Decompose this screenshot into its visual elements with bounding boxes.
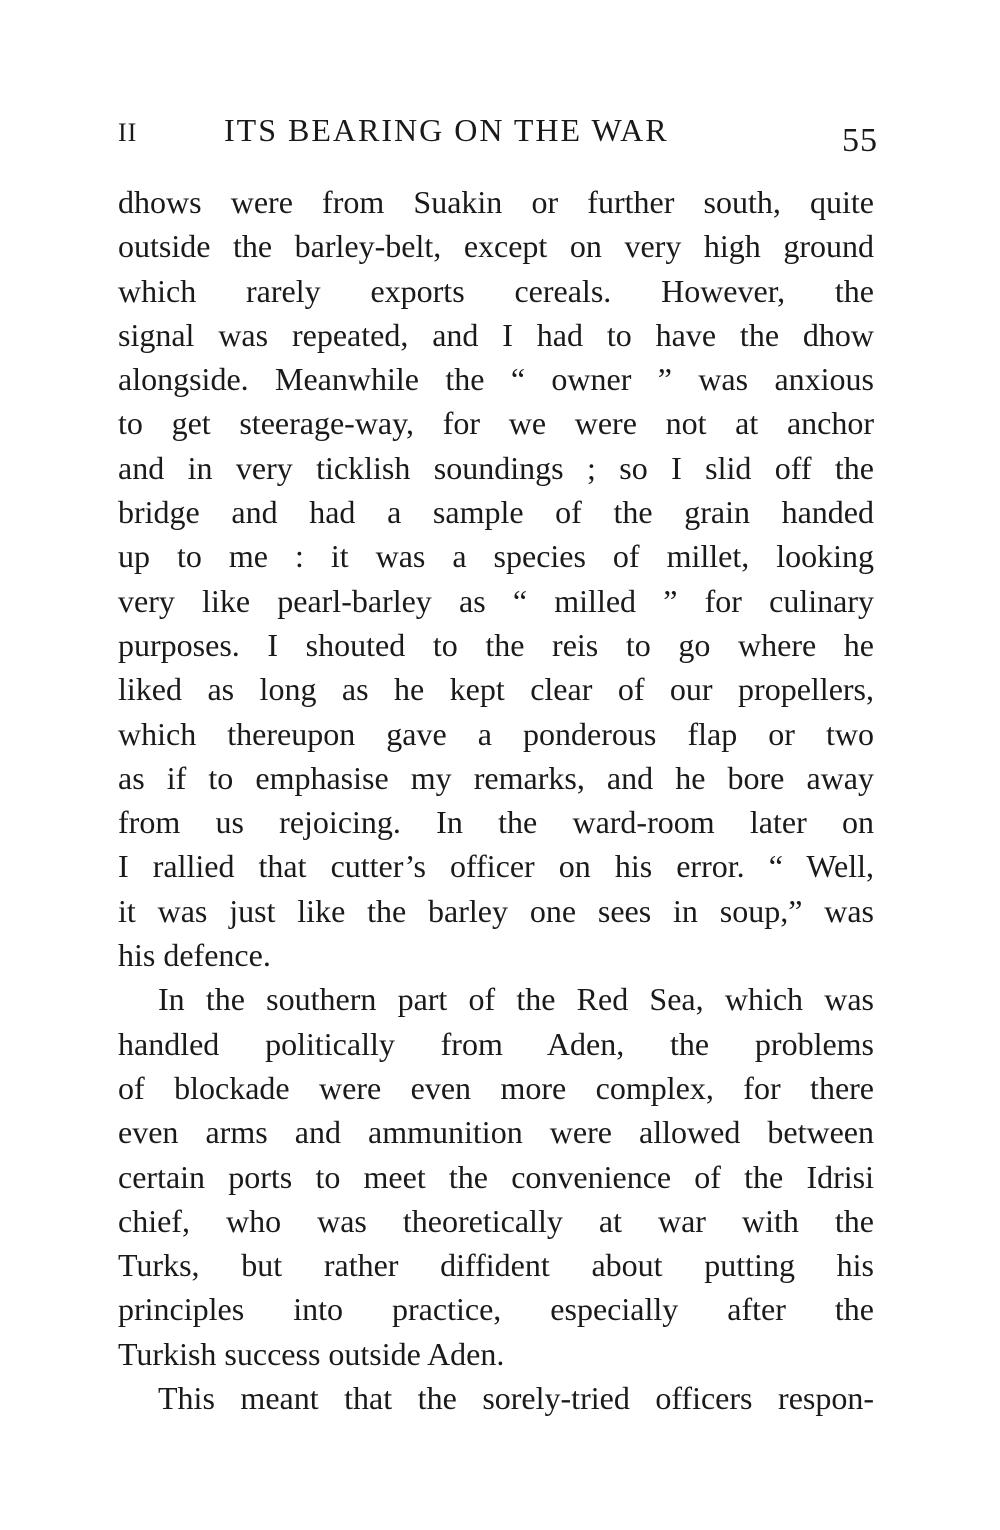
text-line: and in very ticklish soundings ; so I slid off the <box>118 449 874 486</box>
text-line: from us rejoicing. In the ward-room later on <box>118 804 874 841</box>
text-line: purposes. I shouted to the reis to go where he <box>118 626 874 663</box>
text-line: chief, who was theoretically at war with the <box>118 1202 874 1239</box>
running-title: ITS BEARING ON THE WAR <box>224 112 669 148</box>
text-line: signal was repeated, and I had to have the dhow <box>118 316 874 353</box>
running-head <box>118 112 878 162</box>
text-line: as if to emphasise my remarks, and he bore away <box>118 759 874 796</box>
text-line: it was just like the barley one sees in soup,” was <box>118 892 874 929</box>
text-line: outside the barley-belt, except on very high ground <box>118 228 874 265</box>
text-line: alongside. Meanwhile the “ owner ” was anxious <box>118 361 874 398</box>
text-line: In the southern part of the Red Sea, which was <box>158 981 874 1018</box>
text-line: which rarely exports cereals. However, the <box>118 272 874 309</box>
text-line: Turks, but rather diffident about putting his <box>118 1247 874 1284</box>
text-line: very like pearl-barley as “ milled ” for culinary <box>118 582 874 619</box>
text-line: principles into practice, especially after the <box>118 1291 874 1328</box>
text-line: Turkish success outside Aden. <box>118 1335 505 1372</box>
text-line: dhows were from Suakin or further south, quite <box>118 184 874 220</box>
text-line: certain ports to meet the convenience of the Idrisi <box>118 1158 874 1195</box>
paragraph <box>118 180 874 977</box>
text-line: This meant that the sorely-tried officers respon- <box>158 1380 874 1417</box>
text-line: of blockade were even more complex, for there <box>118 1069 874 1106</box>
text-line: his defence. <box>118 937 271 974</box>
text-line: which thereupon gave a ponderous flap or two <box>118 715 874 752</box>
body-text <box>118 180 874 1420</box>
page-number: 55 <box>842 122 878 159</box>
text-line: up to me : it was a species of millet, looking <box>118 538 874 575</box>
text-line: even arms and ammunition were allowed between <box>118 1114 874 1151</box>
chapter-number: II <box>118 118 138 147</box>
text-line: handled politically from Aden, the problems <box>118 1025 874 1062</box>
text-line: to get steerage-way, for we were not at anchor <box>118 405 874 442</box>
text-line: liked as long as he kept clear of our propellers, <box>118 671 874 708</box>
paragraph <box>118 1376 874 1420</box>
paragraph <box>118 977 874 1376</box>
text-line: bridge and had a sample of the grain handed <box>118 494 874 531</box>
text-line: I rallied that cutter’s officer on his error. “ Well, <box>118 848 874 885</box>
